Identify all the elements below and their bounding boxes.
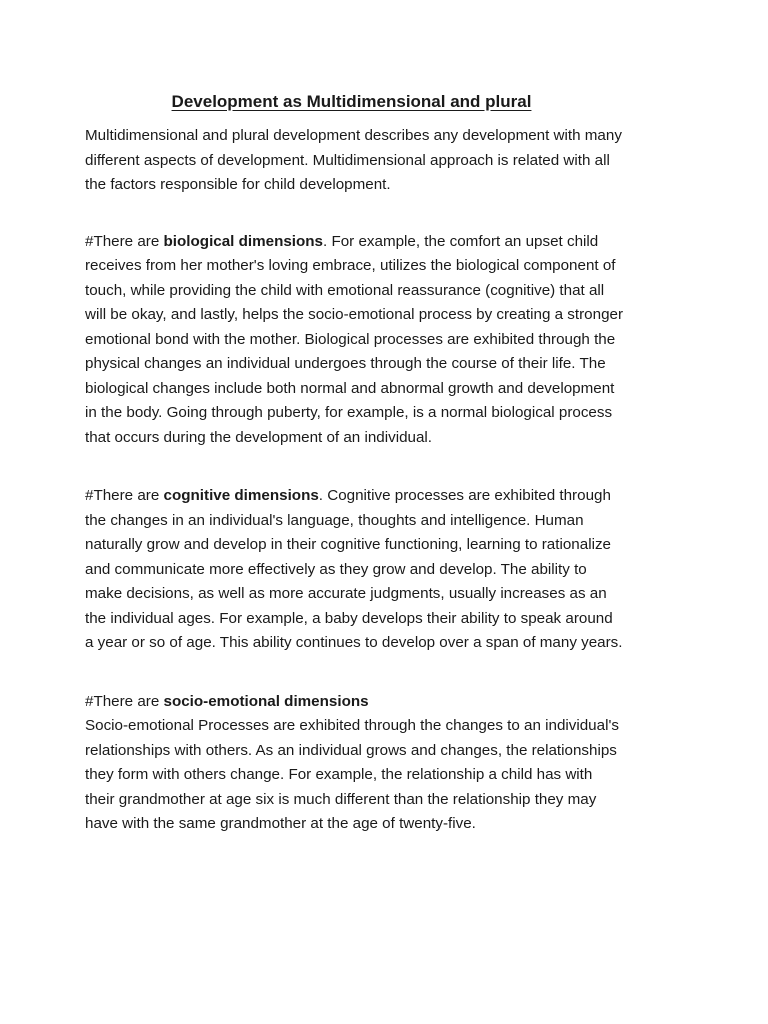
socio-emotional-body: Socio-emotional Processes are exhibited through the changes to an individual's relationships with others. As an individual grows and changes, the relationships they form with others change. For example, the relationship a child has with their grandmother at age six is much different than the relationship they may have with the same grandmother at the age of twenty-five. (85, 717, 619, 832)
intro-paragraph: Multidimensional and plural development describes any development with many different aspects of development. Multidimensional approach is related with all the factors responsible for child development. (85, 127, 622, 193)
socio-emotional-term: socio-emotional dimensions (163, 692, 369, 710)
document-body (85, 124, 625, 837)
biological-body: . For example, the comfort an upset child receives from her mother's loving embrace, utilizes the biological component of touch, while providing the child with emotional reassurance (cognitive) that all will be okay, and lastly, helps the socio-emotional process by creating a stronger emotional bond with the mother. Biological processes are exhibited through the physical changes an individual undergoes through the course of their life. The biological changes include both normal and abnormal growth and development in the body. Going through puberty, for example, is a normal biological process that occurs during the development of an individual. (85, 232, 624, 446)
cognitive-prefix: #There are (85, 487, 164, 504)
socio-emotional-paragraph (85, 690, 625, 837)
biological-paragraph (85, 230, 625, 451)
socio-emotional-heading (85, 690, 625, 715)
socio-emotional-prefix: #There are (85, 692, 164, 710)
cognitive-term: cognitive dimensions (163, 487, 319, 504)
biological-prefix: #There are (85, 232, 164, 250)
biological-term: biological dimensions (163, 232, 324, 250)
document-title: Development as Multidimensional and plural (171, 92, 532, 111)
cognitive-body: . Cognitive processes are exhibited through the changes in an individual's language, thoughts and intelligence. Human naturally grow and develop in their cognitive functioning, learning to rationalize and communicate more effectively as they grow and develop. The ability to make decisions, as well as more accurate judgments, usually increases as an the individual ages. For example, a baby develops their ability to speak around a year or so of age. This ability continues to develop over a span of many years. (85, 487, 623, 651)
cognitive-paragraph (85, 484, 625, 656)
